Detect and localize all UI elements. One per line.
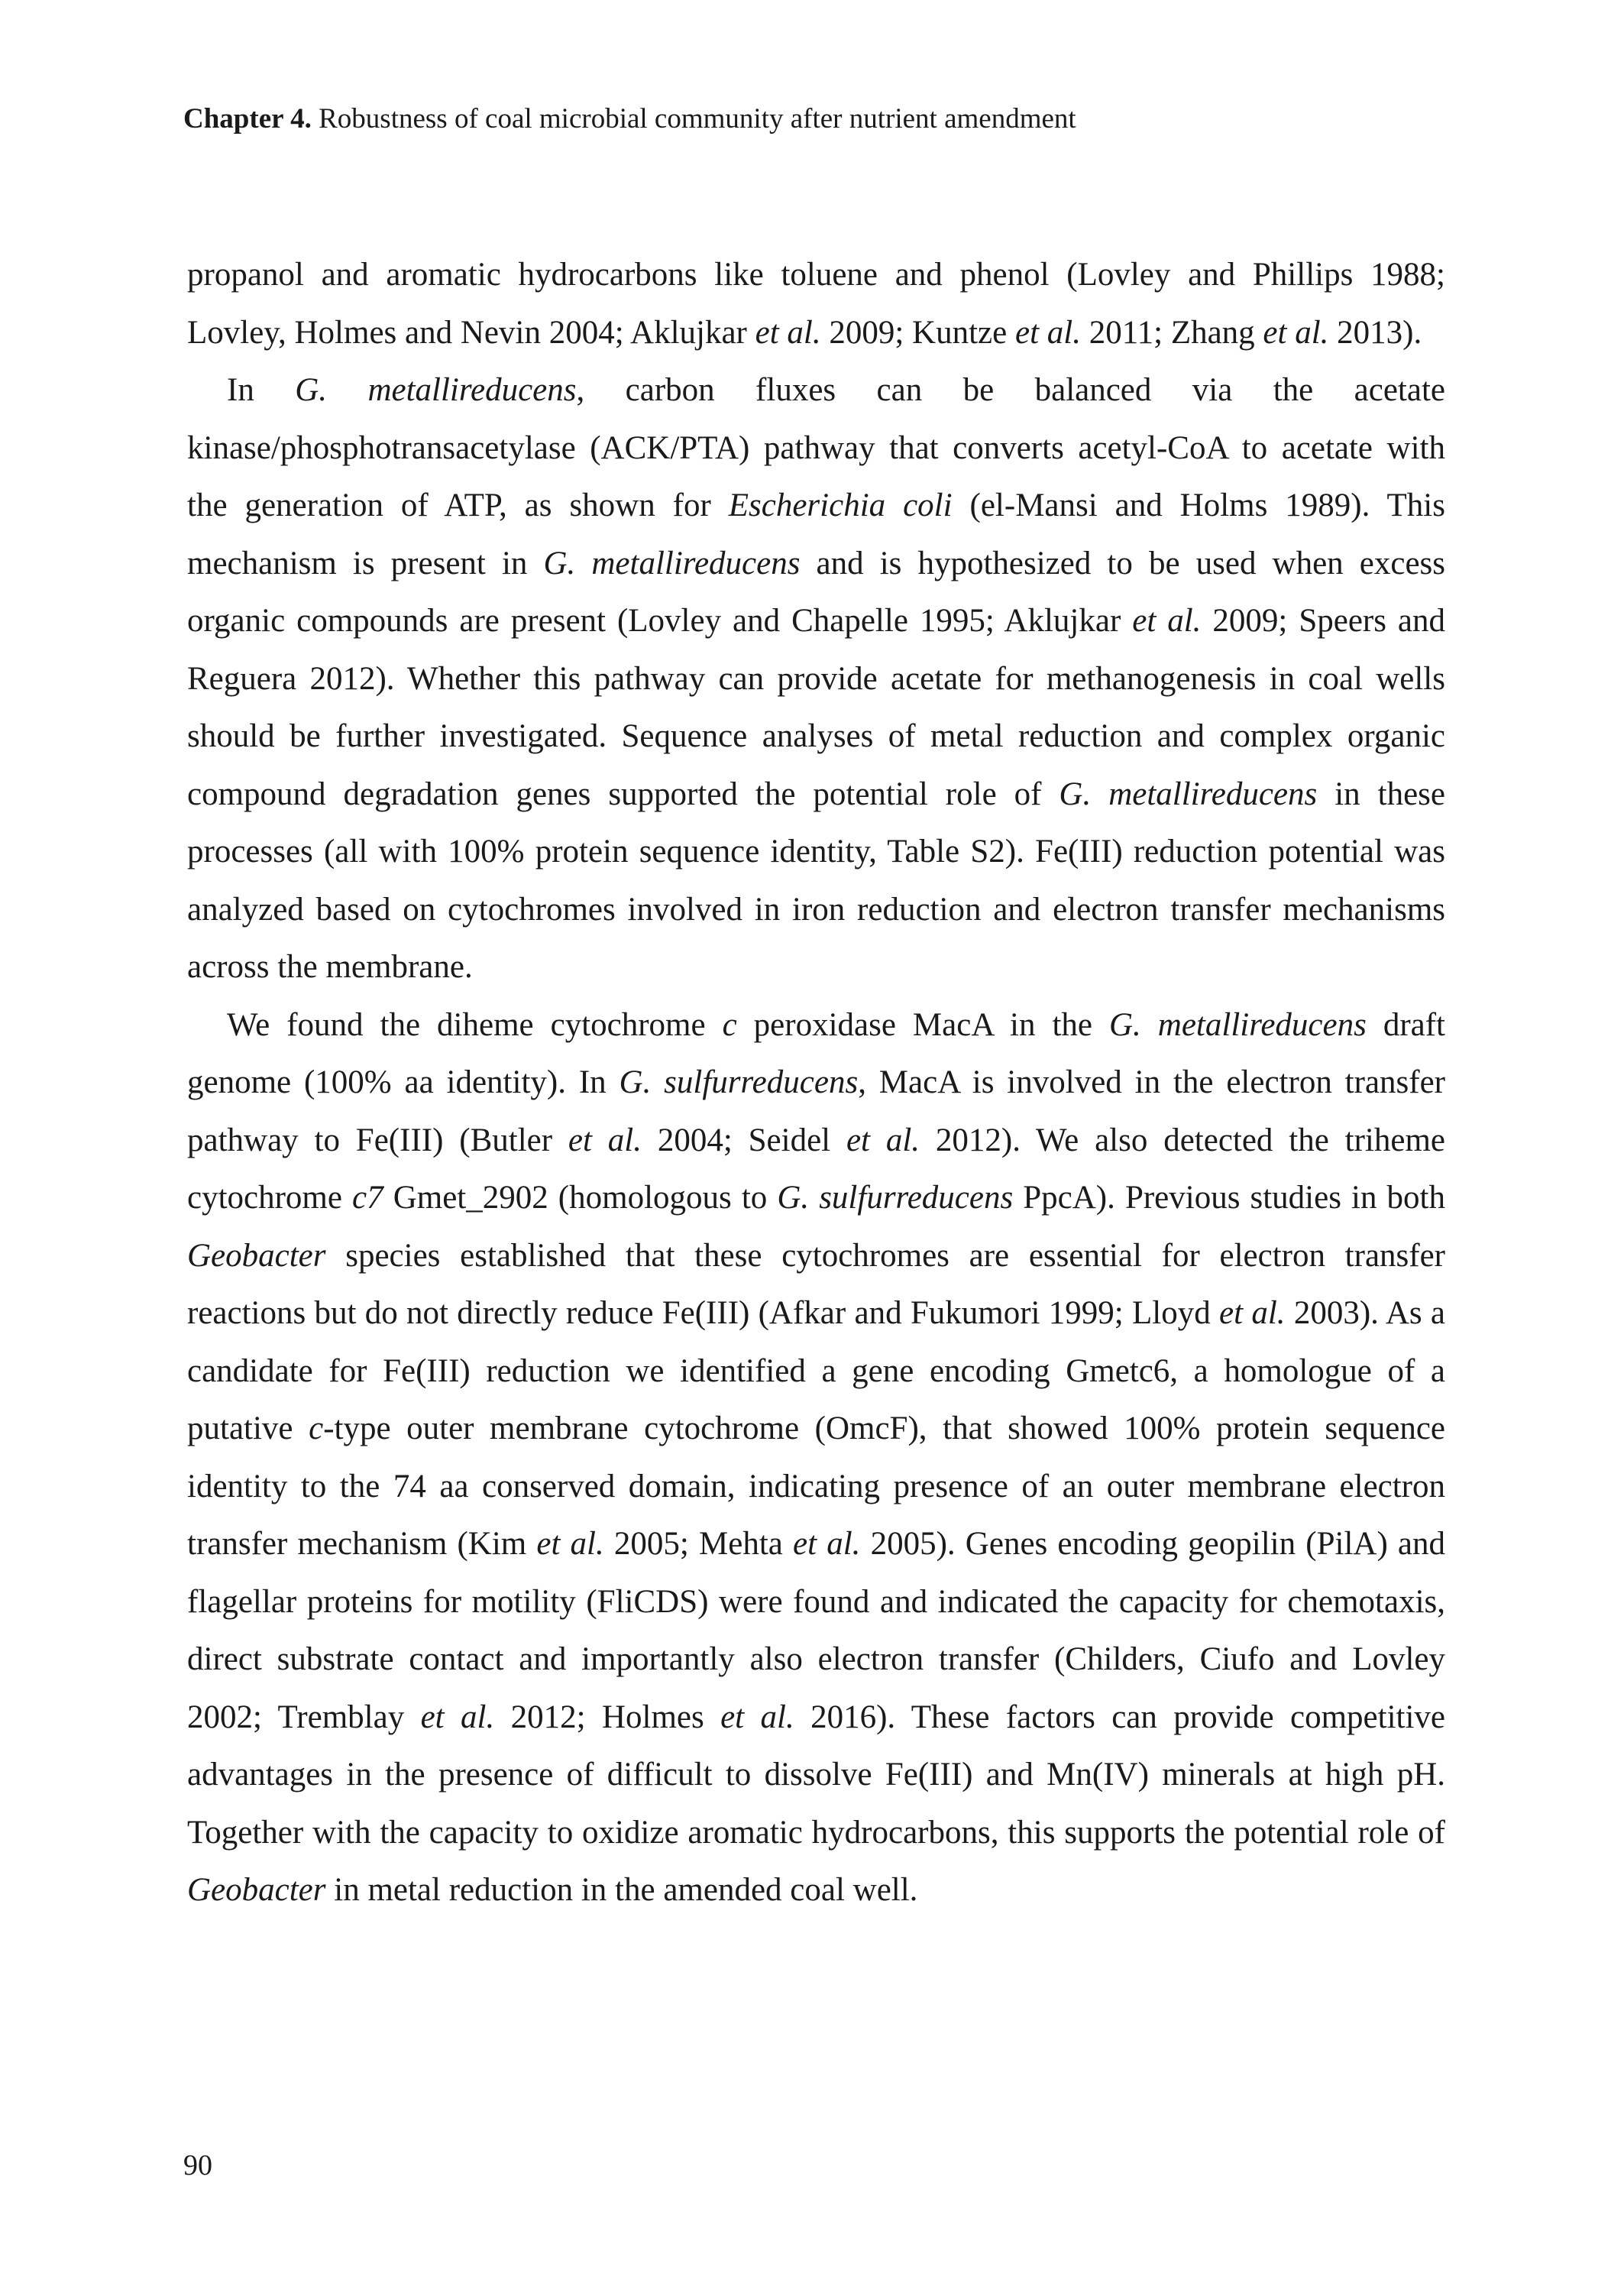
chapter-label: Chapter 4. [183,103,312,134]
chapter-title: Robustness of coal microbial community after nutrient amendment [319,103,1076,134]
paragraph-continuation: propanol and aromatic hydrocarbons like toluene and phenol (Lovley and Phillips 1988; Lovley, Holmes and Nevin 2004; Aklujkar et al. 2009; Kuntze et al. 2011; Zhang et al. 2013). [187,257,1445,351]
paragraph-carbon-fluxes: In G. metallireducens, carbon fluxes can be balanced via the acetate kinase/phosphotransacetylase (ACK/PTA) pathway that converts acetyl-CoA to acetate with the generation of ATP, as shown for Escherichia coli (el-Mansi and Holms 1989). This mechanism is present in G. metallireducens and is hypothesized to be used when excess organic compounds are present (Lovley and Chapelle 1995; Aklujkar et al. 2009; Speers and Reguera 2012). Whether this pathway can provide acetate for methanogenesis in coal wells should be further investigated. Sequence analyses of metal reduction and complex organic compound degradation genes supported the potential role of G. metallireducens in these processes (all with 100% protein sequence identity, Table S2). Fe(III) reduction potential was analyzed based on cytochromes involved in iron reduction and electron transfer mechanisms across the membrane. [187,372,1446,985]
body-text [187,246,1445,1919]
running-header [183,101,1451,138]
paragraph-cytochromes: We found the diheme cytochrome c peroxidase MacA in the G. metallireducens draft genome (100% aa identity). In G. sulfurreducens, MacA is involved in the electron transfer pathway to Fe(III) (Butler et al. 2004; Seidel et al. 2012). We also detected the triheme cytochrome c7 Gmet_2902 (homologous to G. sulfurreducens PpcA). Previous studies in both Geobacter species established that these cytochromes are essential for electron transfer reactions but do not directly reduce Fe(III) (Afkar and Fukumori 1999; Lloyd et al. 2003). As a candidate for Fe(III) reduction we identified a gene encoding Gmetc6, a homologue of a putative c-type outer membrane cytochrome (OmcF), that showed 100% protein sequence identity to the 74 aa conserved domain, indicating presence of an outer membrane electron transfer mechanism (Kim et al. 2005; Mehta et al. 2005). Genes encoding geopilin (PilA) and flagellar proteins for motility (FliCDS) were found and indicated the capacity for chemotaxis, direct substrate contact and importantly also electron transfer (Childers, Ciufo and Lovley 2002; Tremblay et al. 2012; Holmes et al. 2016). These factors can provide competitive advantages in the presence of difficult to dissolve Fe(III) and Mn(IV) minerals at high pH. Together with the capacity to oxidize aromatic hydrocarbons, this supports the potential role of Geobacter in metal reduction in the amended coal well. [187,1006,1446,1908]
page-number: 90 [183,2149,212,2181]
